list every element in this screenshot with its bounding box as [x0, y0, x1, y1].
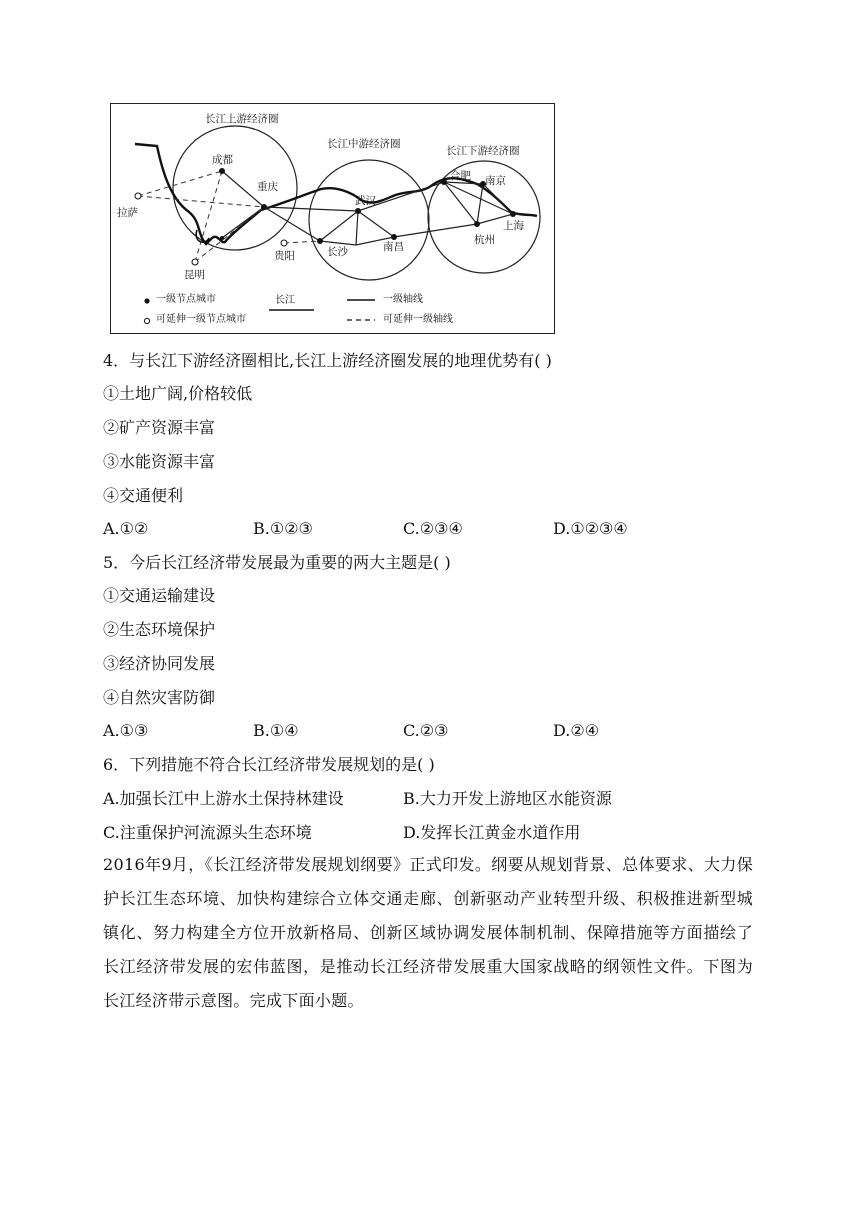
city-lhasa: 拉萨	[117, 207, 138, 219]
q4-item-2: ②矿产资源丰富	[103, 418, 216, 437]
q5-option-c[interactable]: C.②③	[403, 721, 449, 740]
q4-option-c[interactable]: C.②③④	[403, 519, 463, 538]
changsha-dot	[317, 238, 323, 244]
chengdu-dot	[219, 168, 225, 174]
wuhan-dot	[355, 208, 361, 214]
legend-ext-node-marker	[144, 318, 149, 323]
kunming-dot	[192, 259, 198, 265]
city-nanjing: 南京	[485, 175, 506, 187]
city-wuhan: 武汉	[355, 195, 376, 207]
yangtze-economic-belt-map	[110, 103, 555, 334]
legend-node-city: 一级节点城市	[156, 294, 216, 305]
q4-item-4: ④交通便利	[103, 486, 184, 505]
guiyang-dot	[281, 240, 287, 246]
q5-item-3: ③经济协同发展	[103, 654, 216, 673]
lhasa-dot	[135, 193, 141, 199]
lower-circle	[428, 161, 540, 273]
city-nanchang: 南昌	[383, 241, 404, 253]
passage: 2016年9月，《长江经济带发展规划纲要》正式印发。纲要从规划背景、总体要求、大力保护长江生态环境、加快构建综合立体交通走廊、创新驱动产业转型升级、积极推进新型城镇化、努力构建全方位开放新格局、创新区域协调发展体制机制、保障措施等方面描绘了长江经济带发展的宏伟蓝图，是推动长江经济带发展重大国家战略的纲领性文件。下图为长江经济带示意图。完成下面小题。	[103, 855, 753, 1010]
city-hangzhou: 杭州	[474, 234, 495, 246]
q4-item-1: ①土地广阔,价格较低	[103, 384, 253, 403]
q5-item-1: ①交通运输建设	[103, 586, 216, 605]
q6-option-a[interactable]: A.加强长江中上游水土保持林建设	[103, 789, 344, 808]
hefei-dot	[441, 179, 447, 185]
legend-axis: 一级轴线	[383, 294, 423, 305]
city-chengdu: 成都	[212, 154, 233, 166]
q5-stem: 5．今后长江经济带发展最为重要的两大主题是( )	[103, 553, 451, 572]
q6-option-d[interactable]: D.发挥长江黄金水道作用	[403, 823, 581, 842]
q5-option-b[interactable]: B.①④	[253, 721, 299, 740]
legend-ext-node-city: 可延伸一级节点城市	[156, 314, 246, 325]
city-chongqing: 重庆	[257, 181, 278, 193]
extendable-axes	[138, 171, 320, 262]
yibin-dot	[220, 236, 224, 240]
upper-circle-label: 长江上游经济圈	[205, 113, 279, 125]
city-hefei: 合肥	[450, 170, 471, 182]
city-changsha: 长沙	[327, 246, 348, 258]
q6-option-b[interactable]: B.大力开发上游地区水能资源	[403, 789, 612, 808]
q5-option-a[interactable]: A.①③	[103, 721, 149, 740]
city-shanghai: 上海	[503, 220, 524, 232]
q6-option-c[interactable]: C.注重保护河流源头生态环境	[103, 823, 312, 842]
q4-option-a[interactable]: A.①②	[103, 519, 149, 538]
q5-option-d[interactable]: D.②④	[553, 721, 600, 740]
legend-river: 长江	[275, 295, 295, 306]
chongqing-dot	[261, 204, 267, 210]
q4-option-b[interactable]: B.①②③	[253, 519, 313, 538]
q5-item-2: ②生态环境保护	[103, 620, 216, 639]
q5-item-4: ④自然灾害防御	[103, 688, 216, 707]
hangzhou-dot	[474, 221, 480, 227]
q6-stem: 6．下列措施不符合长江经济带发展规划的是( )	[103, 755, 435, 774]
middle-circle-label: 长江中游经济圈	[327, 138, 401, 150]
city-guiyang: 贵阳	[274, 250, 295, 262]
city-kunming: 昆明	[184, 269, 205, 281]
shanghai-dot	[510, 211, 516, 217]
lower-circle-label: 长江下游经济圈	[446, 145, 520, 157]
extendable-cities	[135, 193, 287, 265]
q4-stem: 4．与长江下游经济圈相比,长江上游经济圈发展的地理优势有( )	[103, 351, 552, 370]
q4-option-d[interactable]: D.①②③④	[553, 519, 628, 538]
q4-item-3: ③水能资源丰富	[103, 452, 216, 471]
middle-circle	[309, 160, 429, 280]
legend-node-marker	[144, 298, 149, 303]
nanchang-dot	[391, 234, 397, 240]
legend-ext-axis: 可延伸一级轴线	[383, 314, 453, 325]
